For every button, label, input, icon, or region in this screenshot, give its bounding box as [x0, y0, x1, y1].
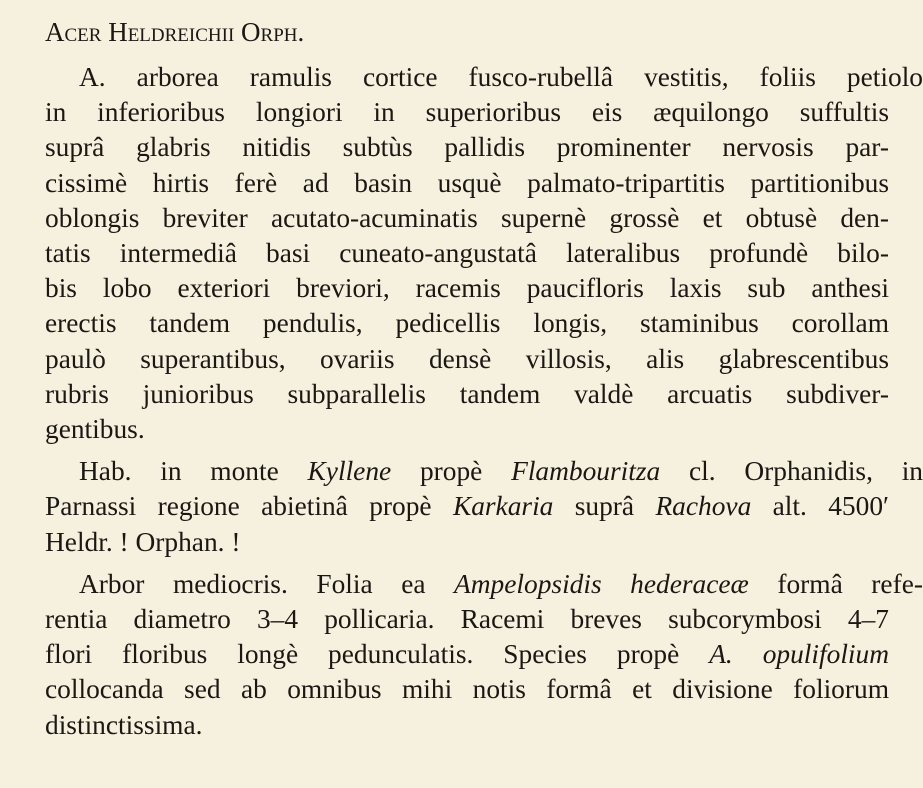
species-title: Acer Heldreichii Orph. [45, 17, 305, 47]
text-line: suprâ glabris nitidis subtùs pallidis prominenter nervosis par- [45, 132, 889, 163]
text-segment: Arbor mediocris. Folia ea [79, 568, 455, 599]
text-segment: alt. 4500′ [751, 491, 890, 522]
text-line: rubris junioribus subparallelis tandem valdè arcuatis subdiver- [45, 378, 889, 409]
text-line: A. arborea ramulis cortice fusco-rubellâ vestitis, foliis petiolo [79, 62, 923, 92]
text-line: gentibus. [45, 414, 145, 445]
text-segment: suprâ [553, 491, 656, 522]
habitat-paragraph [11, 454, 923, 560]
locality-name: Rachova [655, 491, 752, 522]
text-segment: cl. Orphanidis, in [660, 456, 923, 487]
text-segment: Parnassi regione abietinâ propè [45, 491, 453, 522]
text-line: rentia diametro 3–4 pollicaria. Racemi breves subcorymbosi 4–7 [45, 604, 889, 635]
text-line: cissimè hirtis ferè ad basin usquè palmato-tripartitis partitionibus [45, 167, 889, 198]
diagnosis-paragraph [11, 60, 923, 447]
text-line: erectis tandem pendulis, pedicellis longis, staminibus corollam [45, 308, 889, 339]
text-line [11, 454, 923, 489]
text-line [11, 489, 889, 524]
locality-name: Karkaria [452, 491, 554, 522]
text-line: distinctissima. [45, 709, 203, 740]
text-line [11, 567, 923, 602]
text-line: oblongis breviter acutato-acuminatis supernè grossè et obtusè den- [45, 202, 889, 233]
text-segment: flori floribus longè pedunculatis. Species propè [45, 639, 710, 670]
text-line: paulò superantibus, ovariis densè villosis, alis glabrescentibus [45, 343, 889, 374]
description-paragraph [11, 567, 923, 743]
text-line: in inferioribus longiori in superioribus eis æquilongo suffultis [45, 97, 889, 128]
locality-name: Flambouritza [511, 456, 661, 487]
text-line: tatis intermediâ basi cuneato-angustatâ lateralibus profundè bilo- [45, 238, 889, 269]
taxon-name: A. opulifolium [709, 639, 890, 670]
locality-name: Kyllene [307, 456, 392, 487]
text-line: collocanda sed ab omnibus mihi notis formâ et divisione foliorum [45, 674, 889, 705]
text-segment: propè [391, 456, 512, 487]
text-segment: formâ refe- [748, 568, 923, 599]
text-line [11, 637, 889, 672]
text-segment: Hab. in monte [79, 456, 308, 487]
taxon-name: Ampelopsidis hederaceæ [454, 568, 749, 599]
text-line: bis lobo exteriori breviori, racemis paucifloris laxis sub anthesi [45, 273, 889, 304]
text-line: Heldr. ! Orphan. ! [45, 526, 241, 557]
